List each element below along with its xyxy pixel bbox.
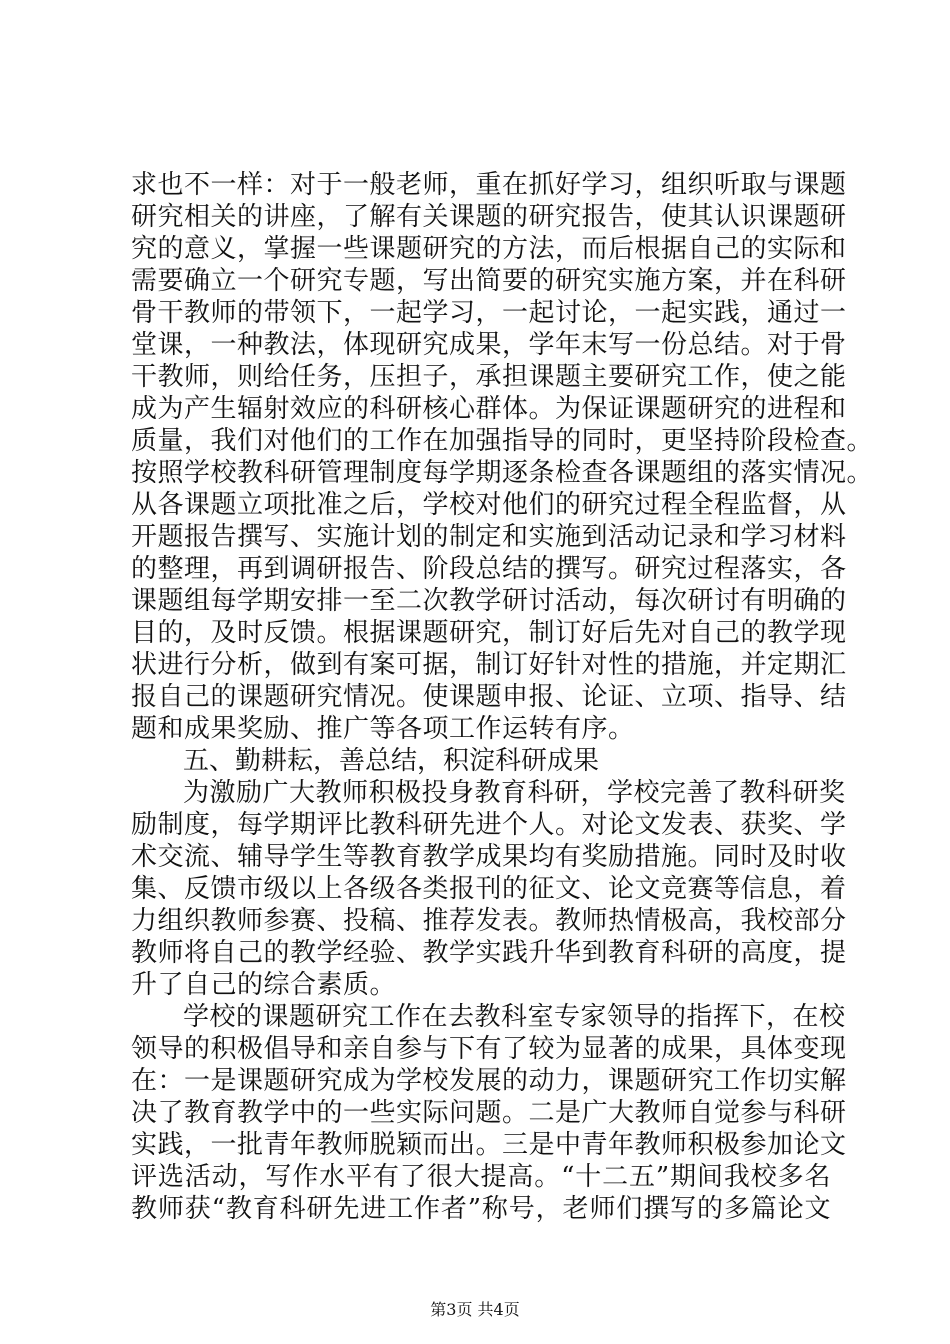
text-line: 在：一是课题研究成为学校发展的动力，课题研究工作切实解	[131, 1066, 847, 1096]
page-number-label: 第3页 共4页	[430, 1300, 520, 1319]
text-line: 集、反馈市级以上各级各类报刊的征文、论文竞赛等信息，着	[131, 874, 847, 904]
text-line: 状进行分析，做到有案可据，制订好针对性的措施，并定期汇	[131, 650, 847, 680]
page-footer	[0, 1300, 950, 1320]
paragraph-2	[131, 777, 847, 1001]
text-line: 教师获“教育科研先进工作者”称号，老师们撰写的多篇论文	[131, 1194, 831, 1224]
text-line: 学校的课题研究工作在去教科室专家领导的指挥下，在校	[183, 1002, 846, 1032]
text-line: 题和成果奖励、推广等各项工作运转有序。	[131, 714, 635, 744]
text-line: 骨干教师的带领下，一起学习，一起讨论，一起实践，通过一	[131, 298, 847, 328]
text-line: 的整理，再到调研报告、阶段总结的撰写。研究过程落实，各	[131, 554, 847, 584]
text-line: 从各课题立项批准之后，学校对他们的研究过程全程监督，从	[131, 490, 847, 520]
text-line: 为激励广大教师积极投身教育科研，学校完善了教科研奖	[183, 778, 846, 808]
text-line: 求也不一样：对于一般老师，重在抓好学习，组织听取与课题	[131, 170, 847, 200]
text-line: 课题组每学期安排一至二次教学研讨活动，每次研讨有明确的	[131, 586, 847, 616]
body-text	[131, 169, 874, 1225]
text-line: 报自己的课题研究情况。使课题申报、论证、立项、指导、结	[131, 682, 847, 712]
text-line: 升了自己的综合素质。	[131, 970, 397, 1000]
text-line: 力组织教师参赛、投稿、推荐发表。教师热情极高，我校部分	[131, 906, 847, 936]
text-line: 究的意义，掌握一些课题研究的方法，而后根据自己的实际和	[131, 234, 847, 264]
text-line: 堂课，一种教法，体现研究成果，学年末写一份总结。对于骨	[131, 330, 847, 360]
text-line: 领导的积极倡导和亲自参与下有了较为显著的成果，具体变现	[131, 1034, 847, 1064]
section-heading: 五、勤耕耘，善总结，积淀科研成果	[183, 746, 600, 776]
text-line: 励制度，每学期评比教科研先进个人。对论文发表、获奖、学	[131, 810, 847, 840]
text-line: 干教师，则给任务，压担子，承担课题主要研究工作，使之能	[131, 362, 847, 392]
text-line: 决了教育教学中的一些实际问题。二是广大教师自觉参与科研	[131, 1098, 847, 1128]
text-line: 术交流、辅导学生等教育教学成果均有奖励措施。同时及时收	[131, 842, 847, 872]
text-line: 教师将自己的教学经验、教学实践升华到教育科研的高度，提	[131, 938, 847, 968]
text-line: 目的，及时反馈。根据课题研究，制订好后先对自己的教学现	[131, 618, 847, 648]
paragraph-1	[131, 169, 874, 745]
text-line: 按照学校教科研管理制度每学期逐条检查各课题组的落实情况。	[131, 458, 874, 488]
paragraph-3	[131, 1001, 847, 1225]
text-line: 成为产生辐射效应的科研核心群体。为保证课题研究的进程和	[131, 394, 847, 424]
text-line: 质量，我们对他们的工作在加强指导的同时，更坚持阶段检查。	[131, 426, 874, 456]
text-line: 开题报告撰写、实施计划的制定和实施到活动记录和学习材料	[131, 522, 847, 552]
text-line: 评选活动，写作水平有了很大提高。“十二五”期间我校多名	[131, 1162, 831, 1192]
text-line: 需要确立一个研究专题，写出简要的研究实施方案，并在科研	[131, 266, 847, 296]
text-line: 研究相关的讲座，了解有关课题的研究报告，使其认识课题研	[131, 202, 847, 232]
text-line: 实践，一批青年教师脱颖而出。三是中青年教师积极参加论文	[131, 1130, 847, 1160]
